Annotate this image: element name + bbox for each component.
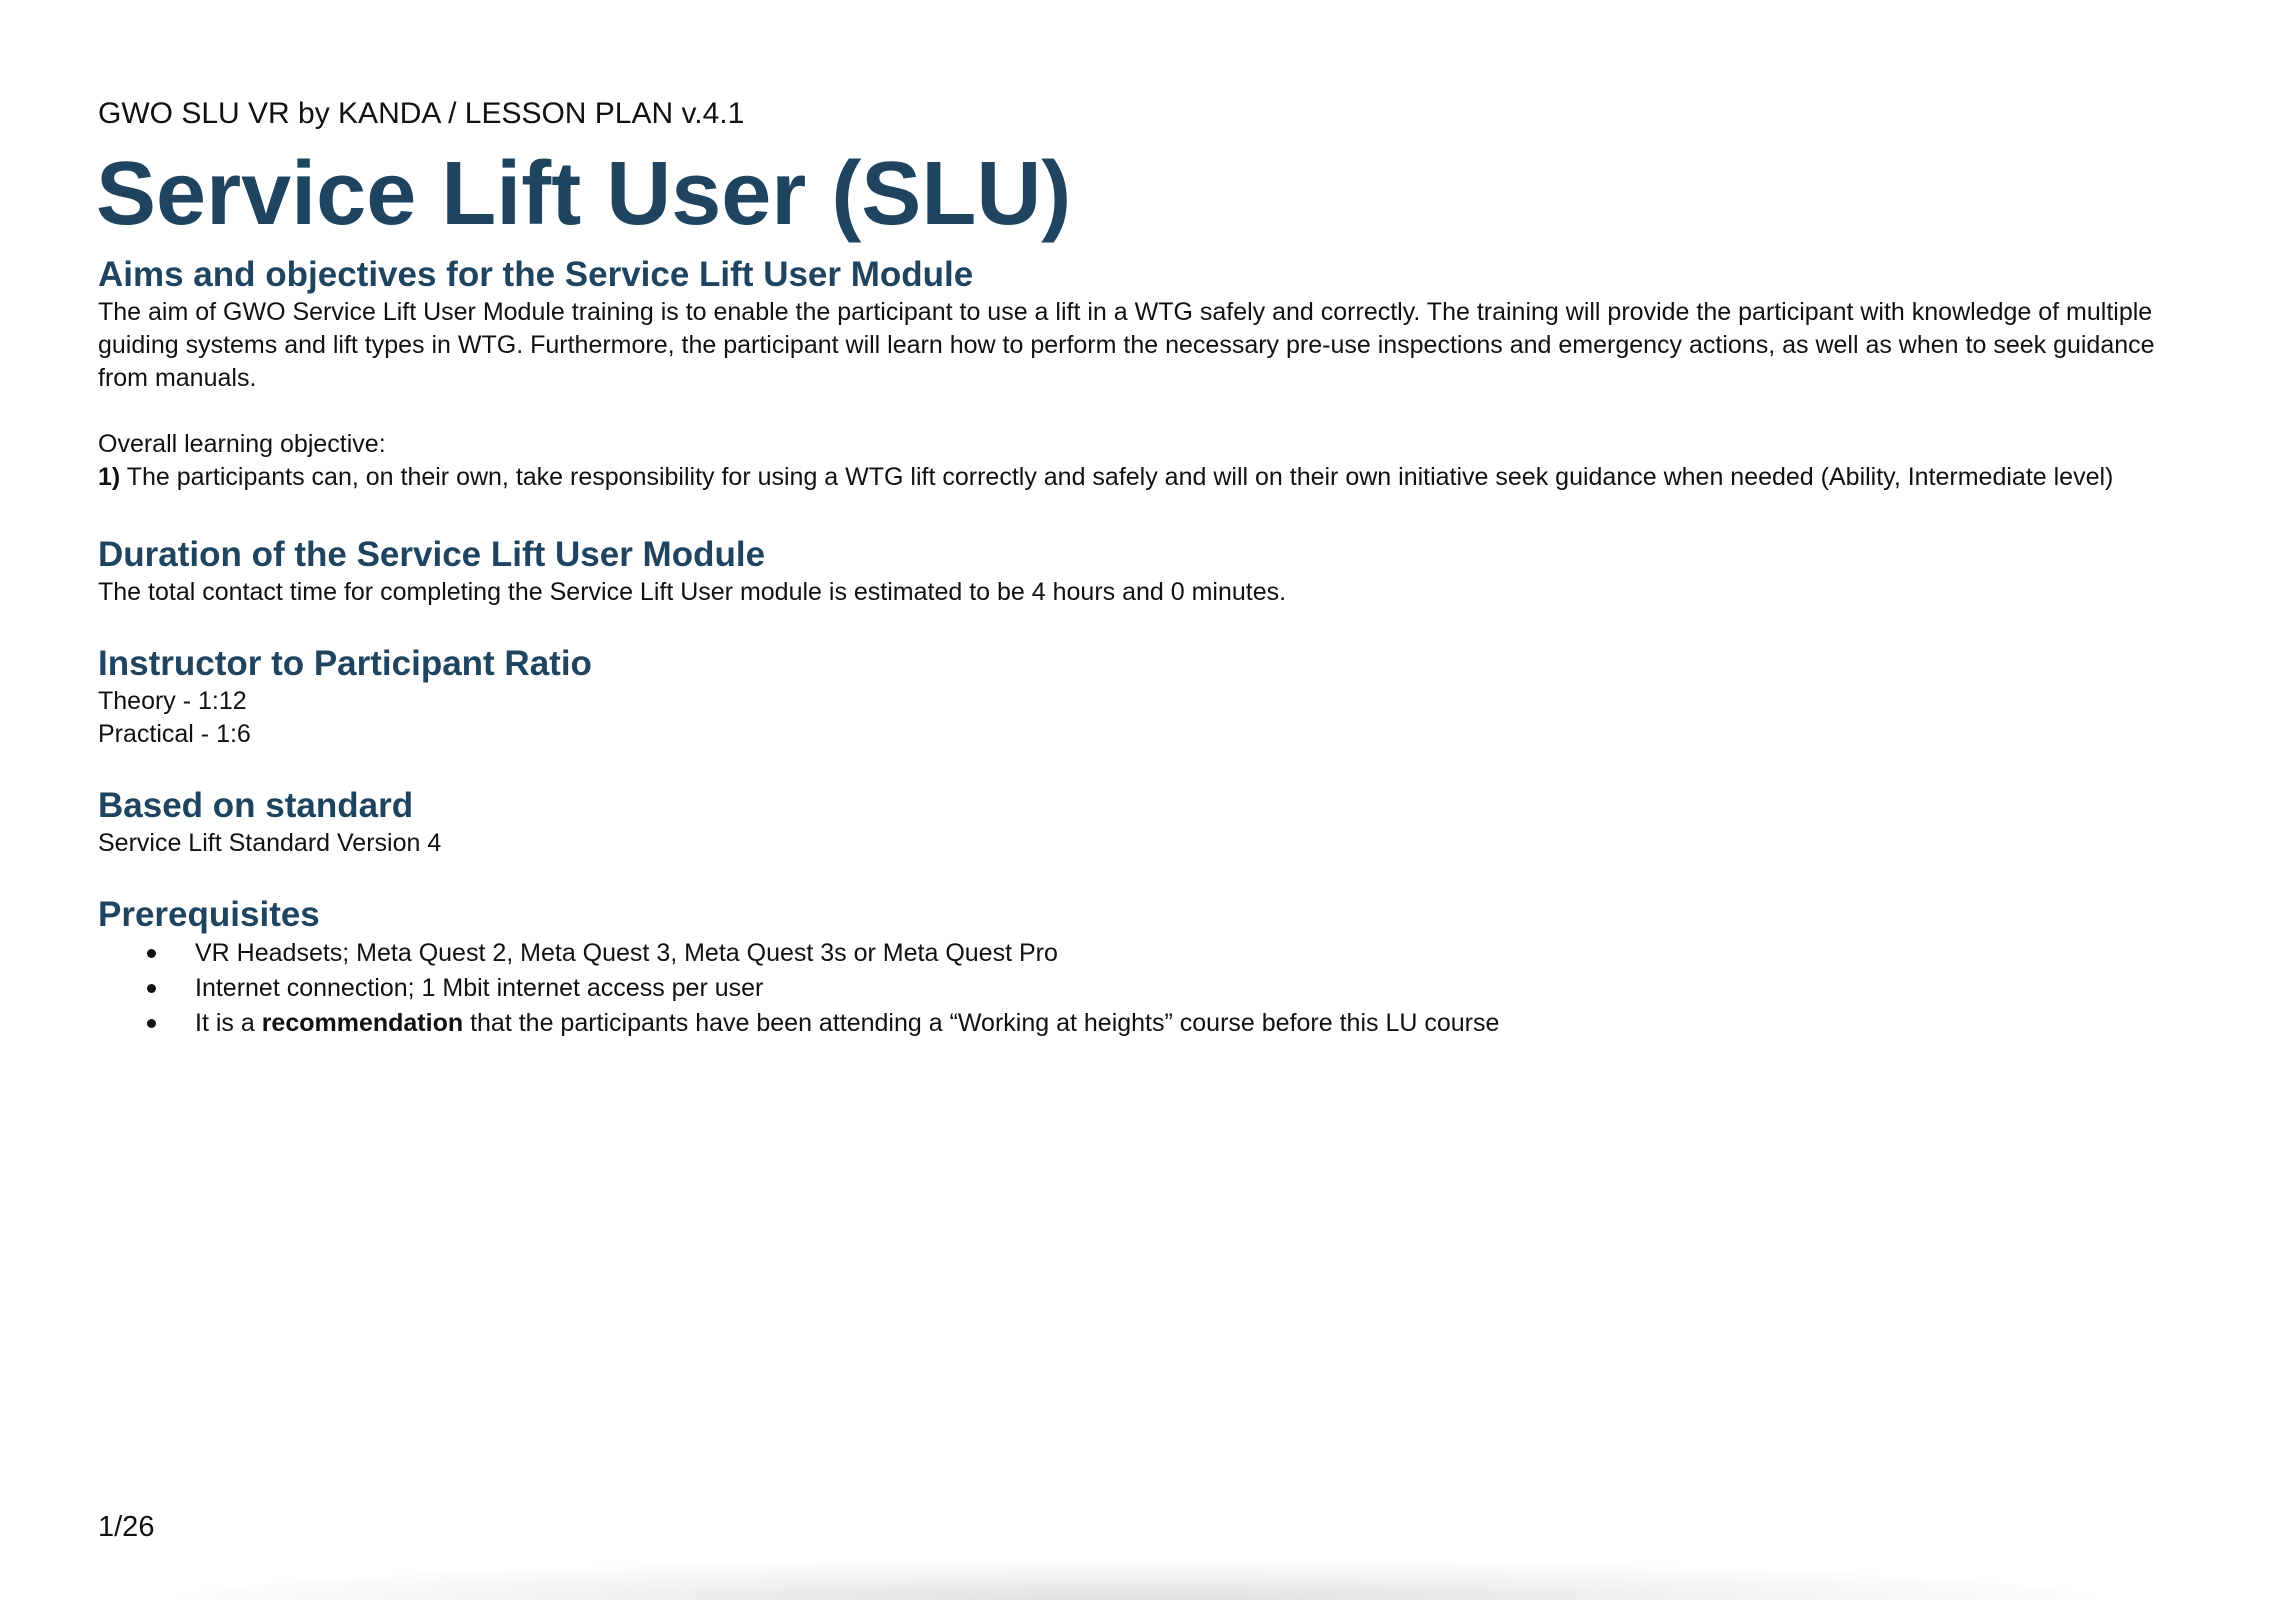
- objective-number: 1): [98, 463, 121, 491]
- aims-paragraph: The aim of GWO Service Lift User Module training is to enable the participant to use a lift in a WTG safely and correctly. The training will provide the participant with knowledge of multiple guiding systems and lift types in WTG. Furthermore, the participant will learn how to perform the necessary pre-use inspections and emergency actions, as well as when to seek guidance from manuals.: [98, 298, 2155, 392]
- standard-text: Service Lift Standard Version 4: [98, 829, 442, 857]
- ratio-practical: Practical - 1:6: [98, 720, 251, 748]
- prerequisite-internet: Internet connection; 1 Mbit internet access per user: [195, 974, 764, 1002]
- prerequisite-recommendation-prefix: It is a: [195, 1009, 262, 1037]
- prerequisites-heading: Prerequisites: [98, 895, 320, 934]
- standard-section: [98, 785, 2198, 860]
- prerequisite-recommendation-bold: recommendation: [261, 1009, 464, 1037]
- aims-section: [98, 254, 2198, 494]
- objective-text: The participants can, on their own, take responsibility for using a WTG lift correctly and safely and will on their own initiative seek guidance when needed (Ability, Intermediate level): [120, 463, 2114, 491]
- standard-heading: Based on standard: [98, 786, 414, 825]
- document-header: GWO SLU VR by KANDA / LESSON PLAN v.4.1: [98, 97, 745, 130]
- list-item: [98, 936, 2198, 971]
- prerequisite-vr-headsets: VR Headsets; Meta Quest 2, Meta Quest 3, Meta Quest 3s or Meta Quest Pro: [195, 939, 1058, 967]
- page-number: 1/26: [98, 1511, 155, 1543]
- prerequisites-section: [98, 894, 2198, 1041]
- duration-section: [98, 534, 2198, 609]
- ratio-heading: Instructor to Participant Ratio: [98, 644, 592, 683]
- objective-item: [98, 461, 2198, 494]
- overall-objective-label: Overall learning objective:: [98, 430, 386, 458]
- document-body: [98, 254, 2198, 1041]
- page-title: Service Lift User (SLU): [96, 144, 1072, 244]
- bullet-icon: [147, 1019, 156, 1028]
- duration-heading: Duration of the Service Lift User Module: [98, 535, 766, 574]
- duration-text: The total contact time for completing the Service Lift User module is estimated to be 4 hours and 0 minutes.: [98, 578, 1287, 606]
- bullet-icon: [147, 984, 156, 993]
- list-item: [98, 971, 2198, 1006]
- prerequisites-list: [98, 936, 2198, 1041]
- aims-heading: Aims and objectives for the Service Lift User Module: [98, 255, 974, 294]
- page-shadow: [180, 1560, 2092, 1600]
- prerequisite-recommendation-suffix: that the participants have been attending a “Working at heights” course before this LU course: [463, 1009, 1500, 1037]
- bullet-icon: [147, 949, 156, 958]
- list-item: [98, 1006, 2198, 1041]
- ratio-section: [98, 643, 2198, 751]
- ratio-theory: Theory - 1:12: [98, 687, 247, 715]
